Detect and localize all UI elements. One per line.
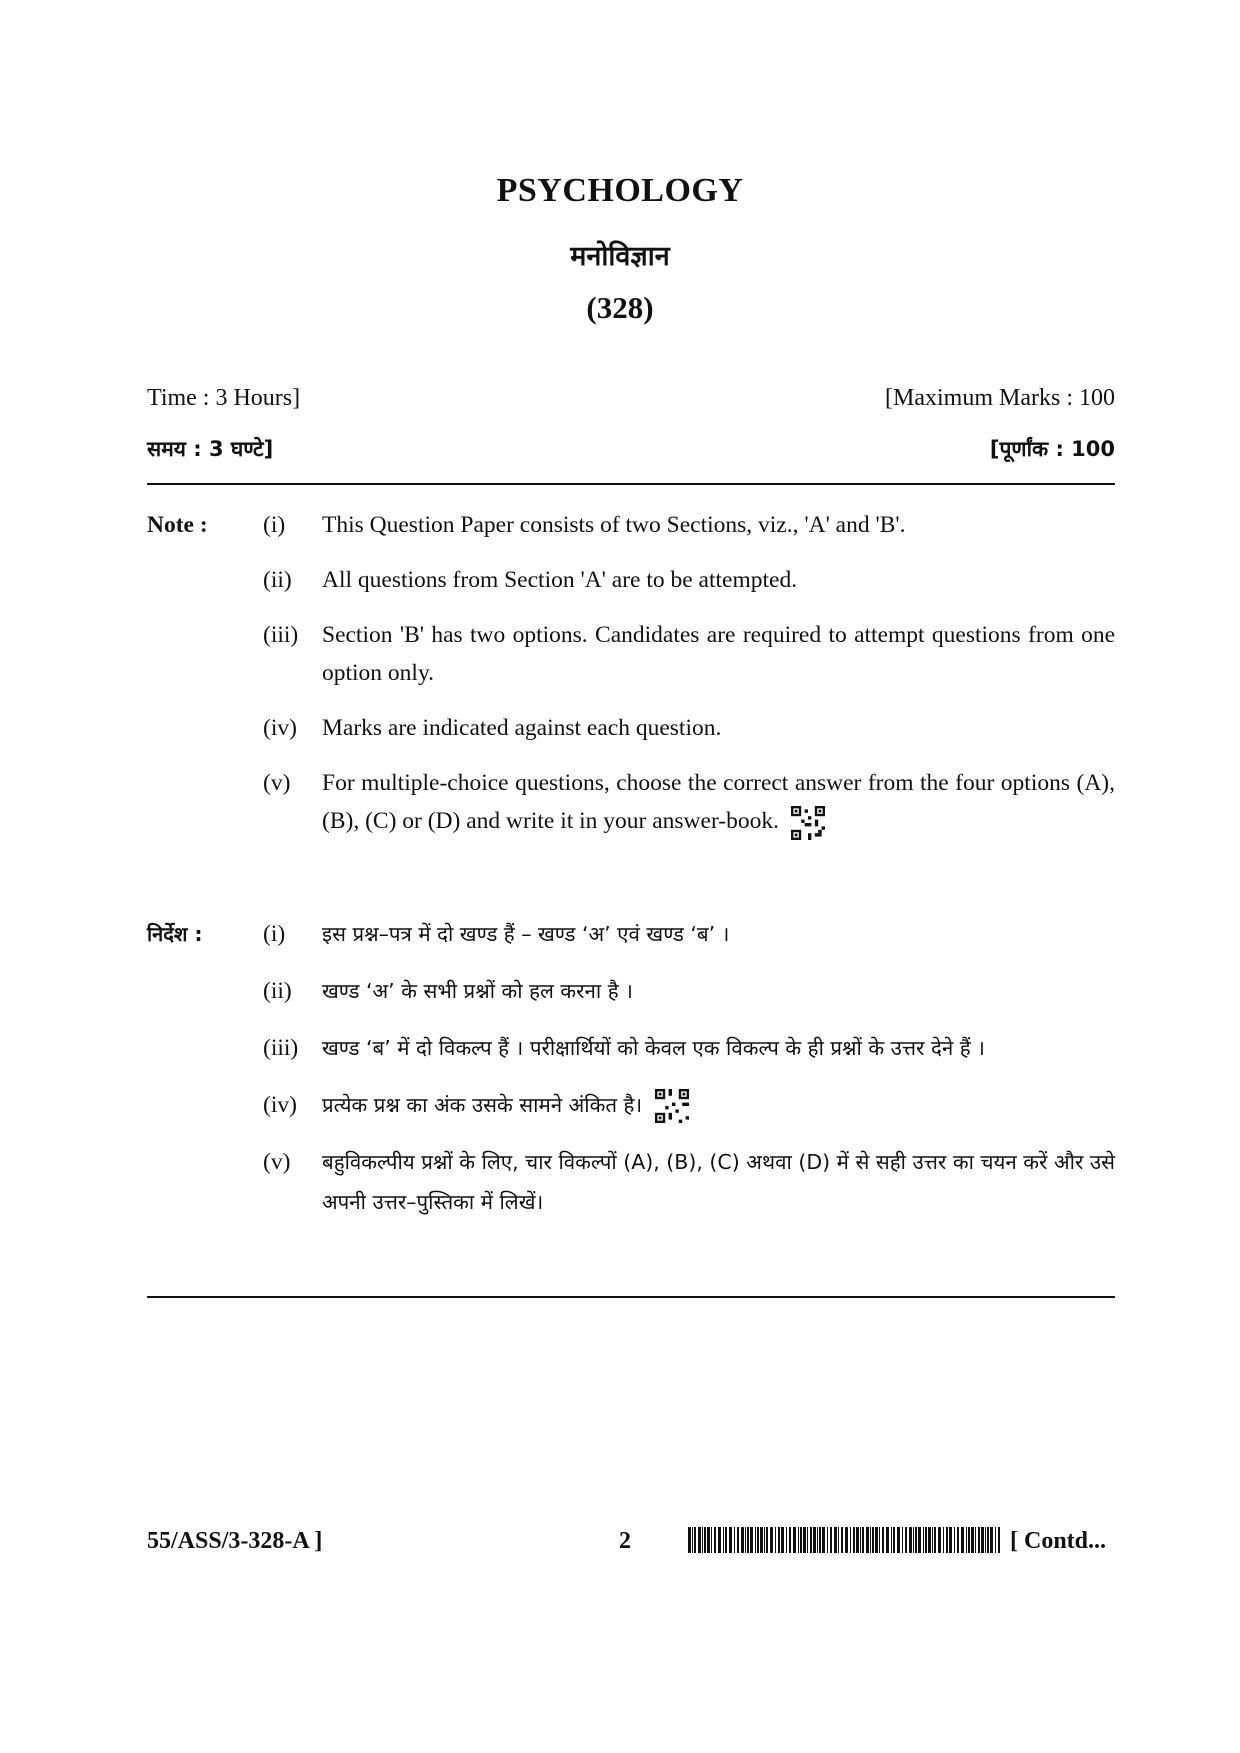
note-number: (iii) — [263, 622, 299, 648]
notes-english — [147, 506, 1115, 857]
barcode-icon — [688, 1527, 1000, 1553]
note-text: बहुविकल्पीय प्रश्नों के लिए, चार विकल्पों (A), (B), (C) अथवा (D) में से सही उत्तर का चयन करें और उसे अपनी उत्तर–पुस्तिका में लिखें। — [322, 1150, 1115, 1214]
note-text: All questions from Section 'A' are to be attempted. — [322, 567, 798, 593]
note-heading: Note : — [147, 512, 208, 538]
notes-hindi — [147, 914, 1115, 1239]
note-text: For multiple-choice questions, choose the correct answer from the four options (A), (B), (C) or (D) and write it in your answer-book. — [322, 770, 1115, 834]
qr-code-icon — [655, 1089, 689, 1123]
max-marks-en: [Maximum Marks : 100 — [885, 385, 1115, 411]
note-text: खण्ड ‘ब’ में दो विकल्प हैं । परीक्षार्थियों को केवल एक विकल्प के ही प्रश्नों के उत्तर देने हैं । — [322, 1036, 985, 1060]
bottom-divider — [147, 1296, 1115, 1298]
note-text: This Question Paper consists of two Sections, viz., 'A' and 'B'. — [322, 512, 906, 538]
note-number: (ii) — [263, 978, 292, 1004]
time-hi: समय : 3 घण्टे] — [147, 437, 274, 461]
note-item — [147, 1028, 1115, 1068]
top-divider — [147, 483, 1115, 485]
note-number: (v) — [263, 770, 291, 796]
note-item — [147, 1085, 1115, 1125]
subject-code: (328) — [586, 290, 654, 325]
note-item — [147, 561, 1115, 599]
note-number: (ii) — [263, 567, 292, 593]
max-marks-hi: [पूर्णांक : 100 — [989, 437, 1115, 461]
note-item — [147, 914, 1115, 954]
page-number: 2 — [619, 1528, 631, 1554]
time-marks-row-hi — [147, 435, 1115, 463]
note-item — [147, 616, 1115, 692]
note-number: (i) — [263, 512, 286, 538]
note-number: (i) — [263, 921, 286, 947]
time-marks-row-en — [147, 385, 1115, 412]
note-number: (iii) — [263, 1035, 299, 1061]
note-text: Section 'B' has two options. Candidates are required to attempt questions from one option only. — [322, 622, 1115, 686]
note-number: (iv) — [263, 1092, 297, 1118]
note-item — [147, 764, 1115, 840]
note-heading: निर्देश : — [147, 922, 203, 946]
note-item — [147, 971, 1115, 1011]
note-text: खण्ड ‘अ’ के सभी प्रश्नों को हल करना है । — [322, 979, 633, 1003]
note-text: इस प्रश्न–पत्र में दो खण्ड हैं – खण्ड ‘अ’ एवं खण्ड ‘ब’ । — [322, 922, 730, 946]
continued-label: [ Contd... — [1010, 1528, 1107, 1554]
paper-title: PSYCHOLOGY — [496, 172, 744, 209]
footer-paper-code: 55/ASS/3-328-A ] — [147, 1528, 323, 1554]
paper-title-hindi: मनोविज्ञान — [570, 241, 670, 272]
note-item — [147, 709, 1115, 747]
note-item — [147, 1142, 1115, 1222]
note-number: (v) — [263, 1149, 291, 1175]
note-number: (iv) — [263, 715, 297, 741]
note-text: प्रत्येक प्रश्न का अंक उसके सामने अंकित है। — [322, 1093, 643, 1117]
time-en: Time : 3 Hours] — [147, 385, 301, 411]
note-item — [147, 506, 1115, 544]
qr-code-icon — [791, 806, 825, 840]
note-text: Marks are indicated against each question. — [322, 715, 722, 741]
